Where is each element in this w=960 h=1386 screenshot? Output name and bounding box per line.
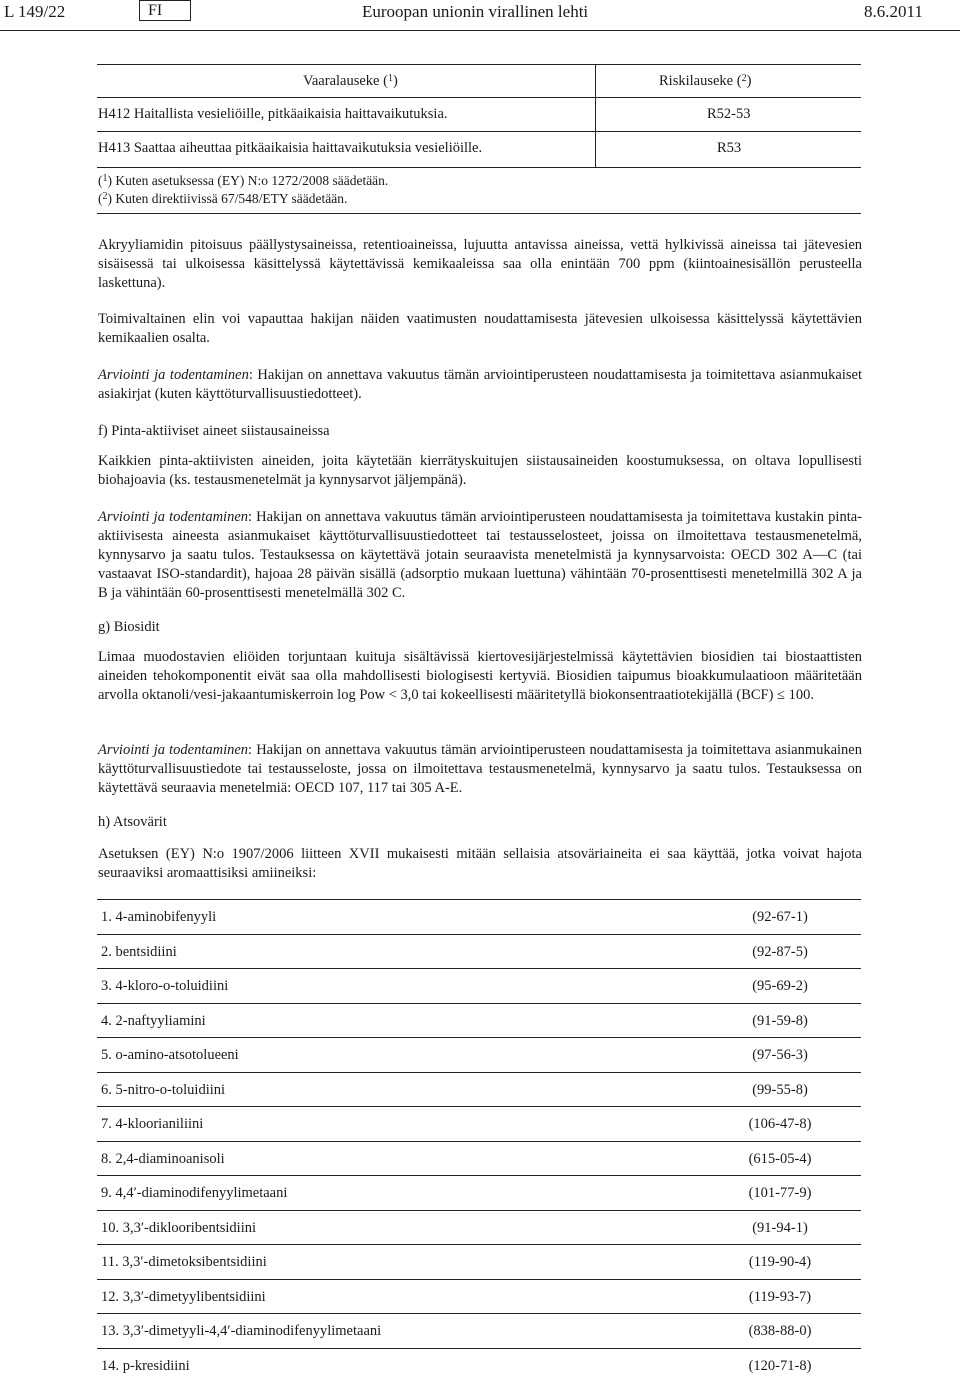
amine-name: 9. 4,4′-diaminodifenyylimetaani — [101, 1185, 288, 1201]
amine-cas-number: (615-05-4) — [748, 1150, 812, 1167]
amine-cas-number: (106-47-8) — [748, 1116, 812, 1132]
page-reference: L 149/22 — [4, 2, 66, 21]
amine-cas-number: (120-71-8) — [748, 1357, 812, 1374]
amine-name: 13. 3,3′-dimetyyli-4,4′-diaminodifenyylimetaani — [101, 1323, 382, 1339]
amine-name: 10. 3,3′-diklooribentsidiini — [101, 1219, 257, 1236]
amine-row — [97, 1106, 861, 1141]
amine-cas-number: (101-77-9) — [748, 1185, 812, 1201]
amine-name: 1. 4-aminobifenyyli — [101, 909, 217, 925]
amine-cas-number: (99-55-8) — [752, 1081, 808, 1098]
table-top-rule — [97, 64, 861, 65]
language-code: FI — [148, 2, 163, 19]
amine-name: 6. 5-nitro-o-toluidiini — [101, 1081, 226, 1098]
amine-name: 7. 4-kloorianiliini — [101, 1116, 204, 1132]
footnote-1: ($^1$) Kuten asetuksessa (EY) N:o 1272/2008 säädetään. — [98, 173, 389, 188]
amine-name: 5. o-amino-atsotolueeni — [101, 1047, 239, 1063]
table-column-divider — [595, 64, 596, 168]
amine-cas-number: (91-59-8) — [752, 1012, 808, 1029]
paragraph-acrylamide: Akryyliamidin pitoisuus päällystysaineissa, retentioaineissa, lujuutta antavissa aineissa, vettä hylkivissä aineissa tai jätevesien sisäisessä tai ulkoisessa käsittelyssä käytettävissä kemikaaleissa saa olla enintään 700 ppm (kiintoainesisällön perusteella laskettuna). — [98, 237, 862, 291]
publication-date: 8.6.2011 — [864, 2, 923, 21]
amine-row — [97, 1003, 861, 1038]
col-header-risk: Riskilauseke ($^2$) — [659, 73, 752, 89]
hazard-row-1-text: H412 Haitallista vesieliöille, pitkäaikaisia haittavaikutuksia. — [98, 106, 448, 122]
table-header-rule — [97, 97, 861, 98]
amine-cas-number: (95-69-2) — [752, 978, 808, 994]
paragraph-azo-dyes: Asetuksen (EY) N:o 1907/2006 liitteen XVII mukaisesti mitään sellaisia atsoväriaineita ei saa käyttää, jotka voivat hajota seuraaviksi aromaattisiksi amiineiksi: — [98, 846, 862, 881]
paragraph-assessment-1: Arviointi ja todentaminen: Hakijan on annettava vakuutus tämän arviointiperusteen noudattamisesta ja toimitettava asianmukaiset asiakirjat (kuten käyttöturvallisuustiedotteet). — [98, 367, 862, 402]
amine-row — [97, 1313, 861, 1348]
footnote-2: ($^2$) Kuten direktiivissä 67/548/ETY säädetään. — [98, 191, 348, 206]
hazard-row-1-risk: R52-53 — [707, 106, 751, 122]
journal-title: Euroopan unionin virallinen lehti — [362, 2, 589, 21]
table-row-rule — [97, 131, 861, 132]
amine-name: 12. 3,3′-dimetyylibentsidiini — [101, 1288, 266, 1305]
amine-row — [97, 1244, 861, 1279]
amine-cas-number: (119-93-7) — [748, 1288, 812, 1305]
heading-surfactants: f) Pinta-aktiiviset aineet siistausaineissa — [98, 423, 330, 439]
amine-row — [97, 968, 861, 1003]
paragraph-biocides: Limaa muodostavien eliöiden torjuntaan kuituja sisältävissä kiertovesijärjestelmissä käytettävien biosidien tai biostaattisten aineiden tehokomponentit eivät saa olla mahdollisesti biologisesti kertyviä. Biosidien taipumus bioakkumulaatioon määritetään arvolla oktanoli/vesi-jakaantumiskerroin log Pow < 3,0 tai kokeellisesti määritetyllä biokonsentraatiotekijällä (BCF) ≤ 100. — [98, 649, 862, 703]
paragraph-assessment-2: Arviointi ja todentaminen: Hakijan on annettava vakuutus tämän arviointiperusteen noudattamisesta ja toimitettava kustakin pinta-aktiivisesta aineesta asianmukaiset käyttöturvallisuustiedotteet tai testausselosteet, joissa on ilmoitettava testausmenetelmä, kynnysarvo ja saatu tulos. Testauksessa on käytettävä jotain seuraavista menetelmistä ja kynnysarvoista: OECD 302 A—C (tai vastaavat ISO-standardit), hajoaa 28 päivän sisällä (adsorptio mukaan luettuna) vähintään 70-prosenttisesti menetelmillä 302 A ja B ja vähintään 60-prosenttisesti menetelmällä 302 C. — [98, 509, 862, 601]
amine-row — [97, 1037, 861, 1072]
amine-cas-number: (119-90-4) — [748, 1254, 812, 1270]
heading-biocides: g) Biosidit — [98, 619, 160, 635]
col-header-hazard: Vaaralauseke ($^1$) — [303, 73, 398, 89]
amine-cas-number: (91-94-1) — [752, 1219, 808, 1236]
amine-name: 3. 4-kloro-o-toluidiini — [101, 978, 229, 994]
paragraph-assessment-3: Arviointi ja todentaminen: Hakijan on annettava vakuutus tämän arviointiperusteen noudattamisesta ja toimitettava asianmukainen käyttöturvallisuustiedote tai testausseloste, jossa on ilmoitettava testausmenetelmä, kynnysarvo ja saatu tulos. Testauksessa on käytettävä seuraavia menetelmiä: OECD 107, 117 tai 305 A-E. — [98, 742, 862, 796]
amine-row — [97, 934, 861, 969]
hazard-row-2-risk: R53 — [717, 140, 742, 156]
header-rule — [0, 30, 960, 31]
amine-cas-number: (97-56-3) — [752, 1047, 808, 1063]
language-box — [139, 0, 191, 21]
footnote-bottom-rule — [97, 213, 861, 214]
hazard-row-2-text: H413 Saattaa aiheuttaa pitkäaikaisia haittavaikutuksia vesieliöille. — [98, 140, 483, 156]
amine-row — [97, 1279, 861, 1314]
page-header — [0, 0, 960, 26]
amine-row — [97, 1175, 861, 1210]
amine-name: 2. bentsidiini — [101, 943, 177, 960]
paragraph-surfactants: Kaikkien pinta-aktiivisten aineiden, joita käytetään kierrätyskuitujen siistausaineiden koostumuksessa, on oltava lopullisesti biohajoavia (ks. testausmenetelmät ja kynnysarvot jäljempänä). — [98, 453, 862, 488]
paragraph-exemption: Toimivaltainen elin voi vapauttaa hakijan näiden vaatimusten noudattamisesta jätevesien ulkoisessa käsittelyssä käytettävien kemikaalien osalta. — [98, 311, 862, 346]
heading-azo-dyes: h) Atsovärit — [98, 814, 167, 830]
amine-name: 8. 2,4-diaminoanisoli — [101, 1150, 225, 1167]
amine-row — [97, 1072, 861, 1107]
amine-name: 4. 2-naftyyliamini — [101, 1012, 206, 1029]
table-bottom-rule — [97, 167, 861, 168]
amine-row — [97, 1210, 861, 1245]
amine-row — [97, 1141, 861, 1176]
amine-name: 14. p-kresidiini — [101, 1357, 190, 1374]
amine-row — [97, 899, 861, 934]
amine-name: 11. 3,3′-dimetoksibentsidiini — [101, 1254, 267, 1270]
amine-row — [97, 1348, 861, 1383]
amine-cas-number: (92-67-1) — [752, 909, 808, 925]
amine-cas-number: (92-87-5) — [752, 943, 808, 960]
amine-cas-number: (838-88-0) — [748, 1323, 812, 1339]
